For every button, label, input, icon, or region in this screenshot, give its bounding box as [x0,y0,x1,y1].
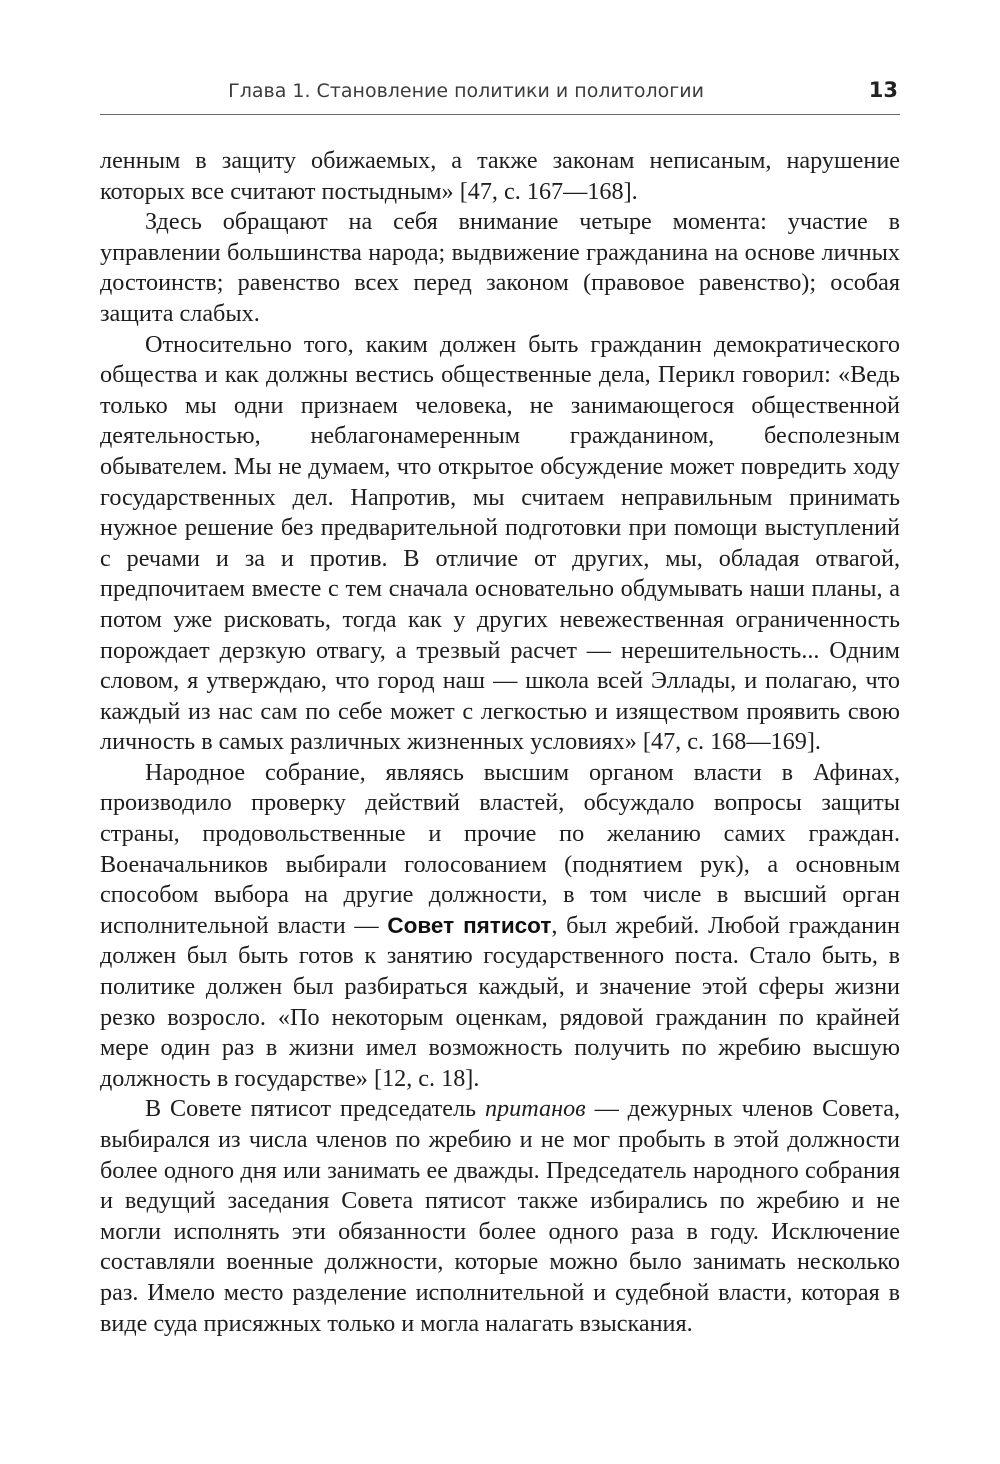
italic-term: пританов [484,1095,586,1123]
paragraph-text: Здесь обращают на себя внимание четыре момента: участие в управлении большинства народа; выдвижение гражданина на основе личных достоинств; равенство всех перед законом (правовое равенство); особая защита слабых. [100,208,900,327]
paragraph-text: ленным в защиту обижаемых, а также законам неписаным, нарушение которых все считают постыдным» [47, с. 167—168]. [100,147,900,205]
bold-term: Совет пятисот [387,912,552,938]
running-title: Глава 1. Становление политики и политологии [228,80,704,102]
paragraph-council [100,1094,900,1339]
running-header [100,74,900,115]
paragraph-assembly [100,758,900,1095]
paragraph-text: — дежурных членов Совета, выбирался из числа членов по жребию и не мог пробыть в этой должности более одного дня или занимать ее дважды. Председатель народного собрания и ведущий заседания Совета пятисот также избирались по жребию и не могли исполнять эти обязанности более одного раза в году. Исключение составляли военные должности, которые можно было занимать несколько раз. Имело место разделение исполнительной и судебной власти, которая в виде суда присяжных только и могла налагать взыскания. [100,1095,900,1337]
paragraph-continued [100,146,900,207]
paragraph-text: Народное собрание, являясь высшим органом власти в Афинах, производило проверку действий властей, обсуждало вопросы защиты страны, продовольственные и прочие по желанию самих граждан. Военачальников выбирали голосованием (поднятием рук), а основным способом выбора на другие должности, в том числе в высший орган исполнительной власти — [100,758,900,939]
paragraph [100,207,900,329]
paragraph-pericles-quote [100,330,900,758]
paragraph-text: Относительно того, каким должен быть гражданин демократического общества и как должны вестись общественные дела, Перикл говорил: «Ведь только мы одни признаем человека, не занимающегося общественной деятельностью, неблагонамеренным гражданином, бесполезным обывателем. Мы не думаем, что открытое обсуждение может повредить ходу государственных дел. Напротив, мы считаем неправильным принимать нужное решение без предварительной подготовки при помощи выступлений с речами и за и против. В отличие от других, мы, обладая отвагой, предпочитаем вместе с тем сначала основательно обдумывать наши планы, а потом уже рисковать, тогда как у других невежественная ограниченность порождает дерзкую отвагу, а трезвый расчет — нерешительность... Одним словом, я утверждаю, что город наш — школа всей Эллады, и полагаю, что каждый из нас сам по себе может с легкостью и изяществом проявить свою личность в самых различных жизненных условиях» [47, с. 168—169]. [100,330,900,756]
page-number: 13 [868,78,898,102]
body-text [100,146,900,1339]
paragraph-text: В Совете пятисот председатель [145,1095,485,1123]
paragraph-text: , был жребий. Любой гражданин должен был быть готов к занятию государственного поста. Стало быть, в политике должен был разбираться каждый, и значение этой сферы жизни резко возросло. «По некоторым оценкам, рядовой гражданин по крайней мере один раз в жизни имел возможность получить по жребию высшую должность в государстве» [12, с. 18]. [100,911,900,1092]
